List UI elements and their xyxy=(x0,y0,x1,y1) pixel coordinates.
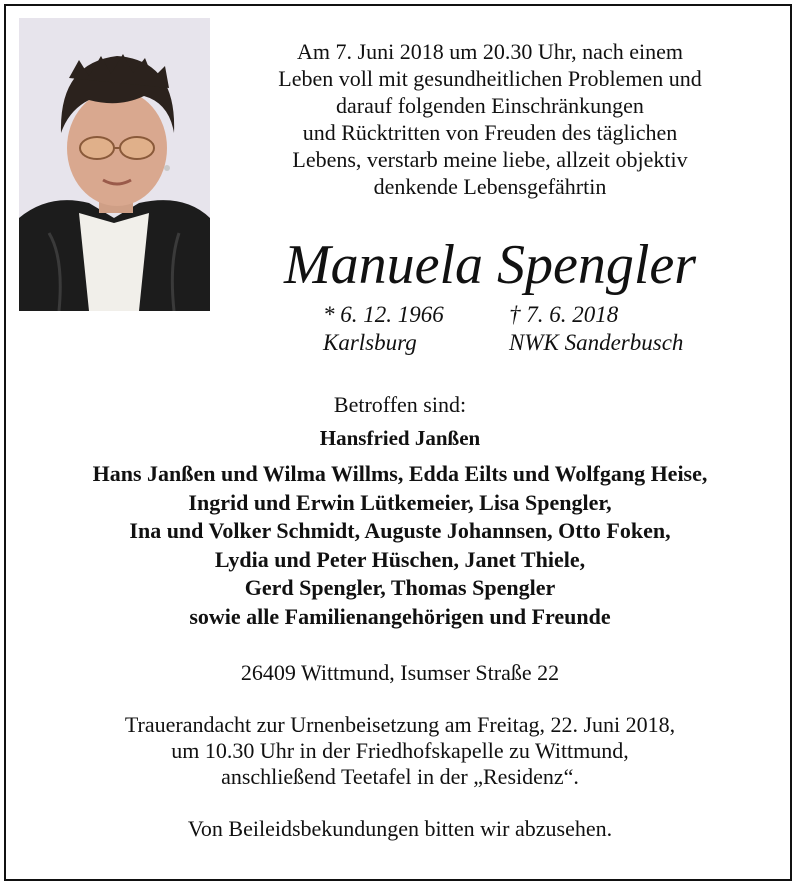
family-line: sowie alle Familienangehörigen und Freunde xyxy=(189,603,611,629)
family-list xyxy=(0,460,800,632)
primary-mourner: Hansfried Janßen xyxy=(319,426,481,450)
death-info xyxy=(509,301,683,357)
intro-line: Am 7. Juni 2018 um 20.30 Uhr, nach einem xyxy=(297,39,683,64)
family-line: Lydia und Peter Hüschen, Janet Thiele, xyxy=(214,546,586,572)
intro-line: Leben voll mit gesundheitlichen Problemen und xyxy=(278,66,702,91)
family-line: Hans Janßen und Wilma Willms, Edda Eilts und Wolfgang Heise, xyxy=(92,461,708,486)
service-line: anschließend Teetafel in der „Residenz“. xyxy=(221,764,579,789)
family-line: Ingrid und Erwin Lütkemeier, Lisa Spengler, xyxy=(188,489,612,515)
birth-date: * 6. 12. 1966 xyxy=(323,302,444,327)
affected-label: Betroffen sind: xyxy=(333,392,467,417)
portrait-illustration xyxy=(19,18,210,311)
service-line: Trauerandacht zur Urnenbeisetzung am Freitag, 22. Juni 2018, xyxy=(124,712,676,737)
address: 26409 Wittmund, Isumser Straße 22 xyxy=(240,660,560,685)
deceased-name: Manuela Spengler xyxy=(283,234,697,296)
death-place: NWK Sanderbusch xyxy=(509,330,684,355)
condolence-note: Von Beileidsbekundungen bitten wir abzusehen. xyxy=(187,816,613,841)
birth-info xyxy=(323,301,444,357)
intro-line: Lebens, verstarb meine liebe, allzeit objektiv xyxy=(292,147,688,172)
intro-line: denkende Lebensgefährtin xyxy=(373,174,607,199)
portrait-photo xyxy=(19,18,210,311)
intro-text xyxy=(222,38,758,200)
service-info xyxy=(0,712,800,790)
family-line: Gerd Spengler, Thomas Spengler xyxy=(244,575,556,601)
birth-place: Karlsburg xyxy=(323,330,417,355)
death-date: † 7. 6. 2018 xyxy=(509,302,619,327)
intro-line: und Rücktritten von Freuden des täglichen xyxy=(302,120,678,145)
family-line: Ina und Volker Schmidt, Auguste Johannsen, Otto Foken, xyxy=(129,518,671,544)
service-line: um 10.30 Uhr in der Friedhofskapelle zu Wittmund, xyxy=(171,738,629,763)
intro-line: darauf folgenden Einschränkungen xyxy=(336,93,644,118)
